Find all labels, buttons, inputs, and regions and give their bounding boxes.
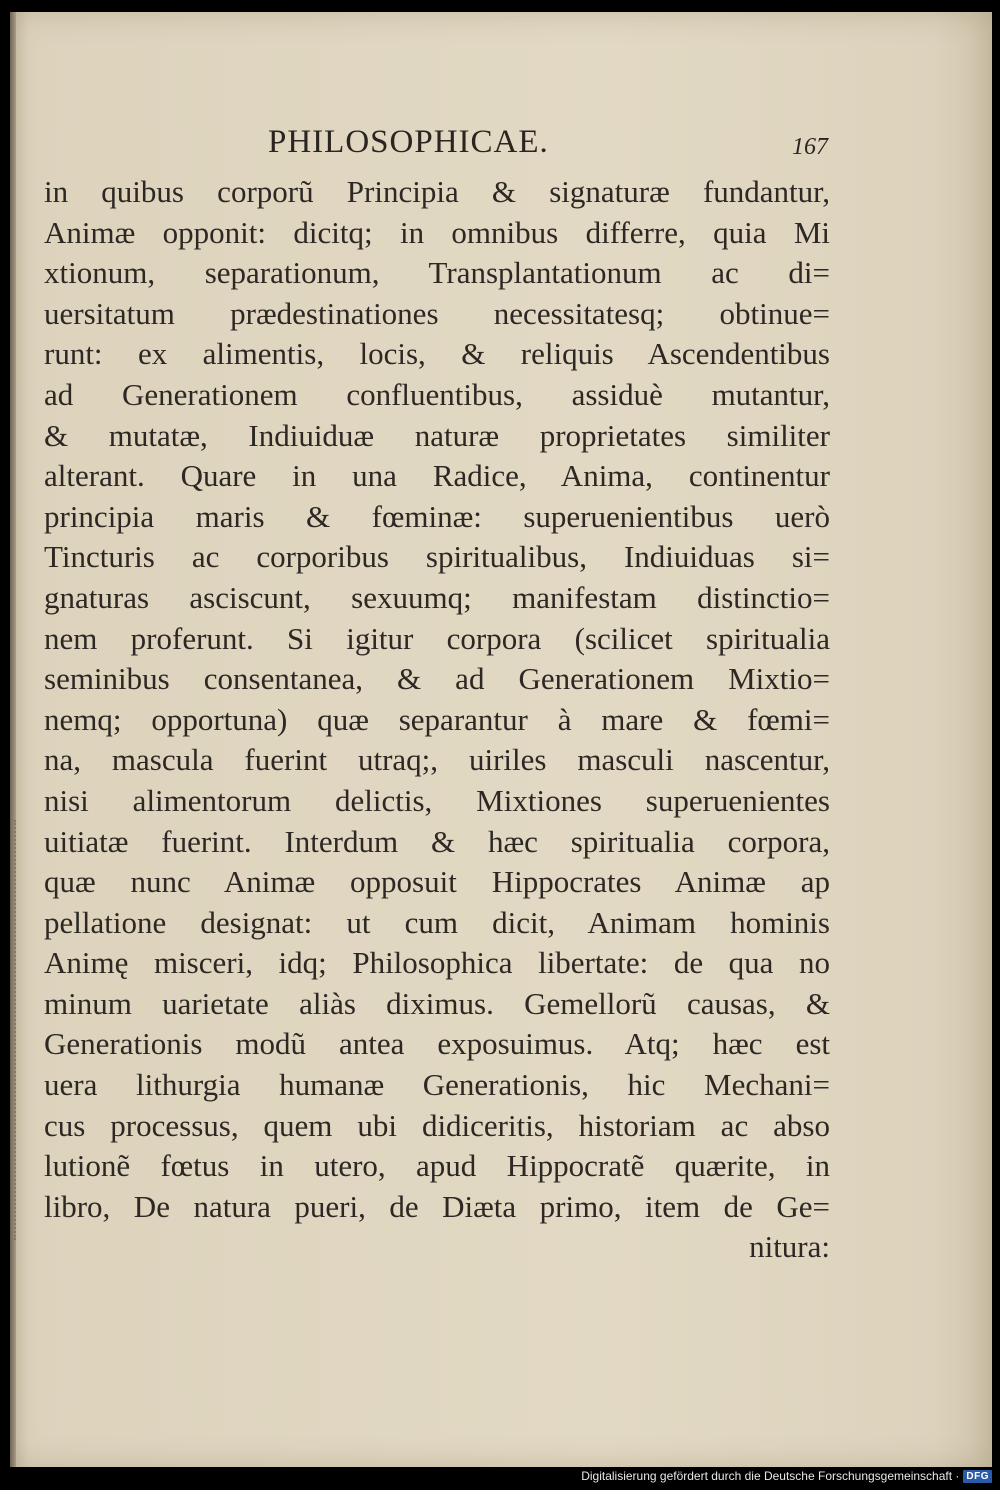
text-line: cus processus, quem ubi didiceritis, historiam ac abso (44, 1107, 830, 1143)
text-line: uera lithurgia humanæ Generationis, hic Mechani= (44, 1067, 830, 1103)
page-binding-edge (10, 12, 16, 1467)
text-line: lutionẽ fœtus in utero, apud Hippocratẽ quærite, in (44, 1148, 830, 1184)
text-line: alterant. Quare in una Radice, Anima, continentur (44, 458, 830, 494)
digitization-credit (581, 1468, 992, 1484)
text-line: Animæ opponit: dicitq; in omnibus differre, quia Mi (44, 214, 830, 250)
text-line: & mutatæ, Indiuiduæ naturæ proprietates similiter (44, 417, 830, 453)
text-line: nisi alimentorum delictis, Mixtiones superuenientes (44, 782, 830, 818)
gutter-marks (14, 820, 22, 1240)
text-line: Animę misceri, idq; Philosophica libertate: de qua no (44, 945, 830, 981)
book-page (10, 12, 992, 1467)
text-line: xtionum, separationum, Transplantationum ac di= (44, 255, 830, 291)
text-line: Tincturis ac corporibus spiritualibus, Indiuiduas si= (44, 539, 830, 575)
running-head: PHILOSOPHICAE. (268, 124, 549, 160)
dfg-logo-icon: DFG (963, 1470, 992, 1483)
text-line: in quibus corporũ Principia & signaturæ fundantur, (44, 174, 830, 209)
page-number: 167 (792, 134, 828, 160)
text-line: seminibus consentanea, & ad Generationem Mixtio= (44, 661, 830, 697)
text-line: runt: ex alimentis, locis, & reliquis Ascendentibus (44, 336, 830, 372)
text-line: Generationis modũ antea exposuimus. Atq; hæc est (44, 1026, 830, 1062)
page-header (268, 124, 828, 168)
text-line: minum uarietate aliàs diximus. Gemellorũ causas, & (44, 985, 830, 1021)
text-line: nem proferunt. Si igitur corpora (scilicet spiritualia (44, 620, 830, 656)
text-line: pellatione designat: ut cum dicit, Animam hominis (44, 904, 830, 940)
text-line: ad Generationem confluentibus, assiduè mutantur, (44, 376, 830, 412)
text-line: uersitatum prædestinationes necessitatesq; obtinue= (44, 295, 830, 331)
text-line: nemq; opportuna) quæ separantur à mare & fœmi= (44, 701, 830, 737)
text-line: uitiatæ fuerint. Interdum & hæc spiritualia corpora, (44, 823, 830, 859)
credit-text: Digitalisierung gefördert durch die Deutsche Forschungsgemeinschaft · (581, 1469, 960, 1483)
text-line: gnaturas asciscunt, sexuumq; manifestam distinctio= (44, 579, 830, 615)
text-line: principia maris & fœminæ: superuenientibus uerò (44, 498, 830, 534)
text-line: na, mascula fuerint utraq;, uiriles masculi nascentur, (44, 742, 830, 778)
body-text (44, 172, 830, 1268)
text-line: quæ nunc Animæ opposuit Hippocrates Animæ ap (44, 864, 830, 900)
text-line: libro, De natura pueri, de Diæta primo, item de Ge= (44, 1188, 830, 1224)
catchword-line: nitura: (749, 1229, 830, 1265)
